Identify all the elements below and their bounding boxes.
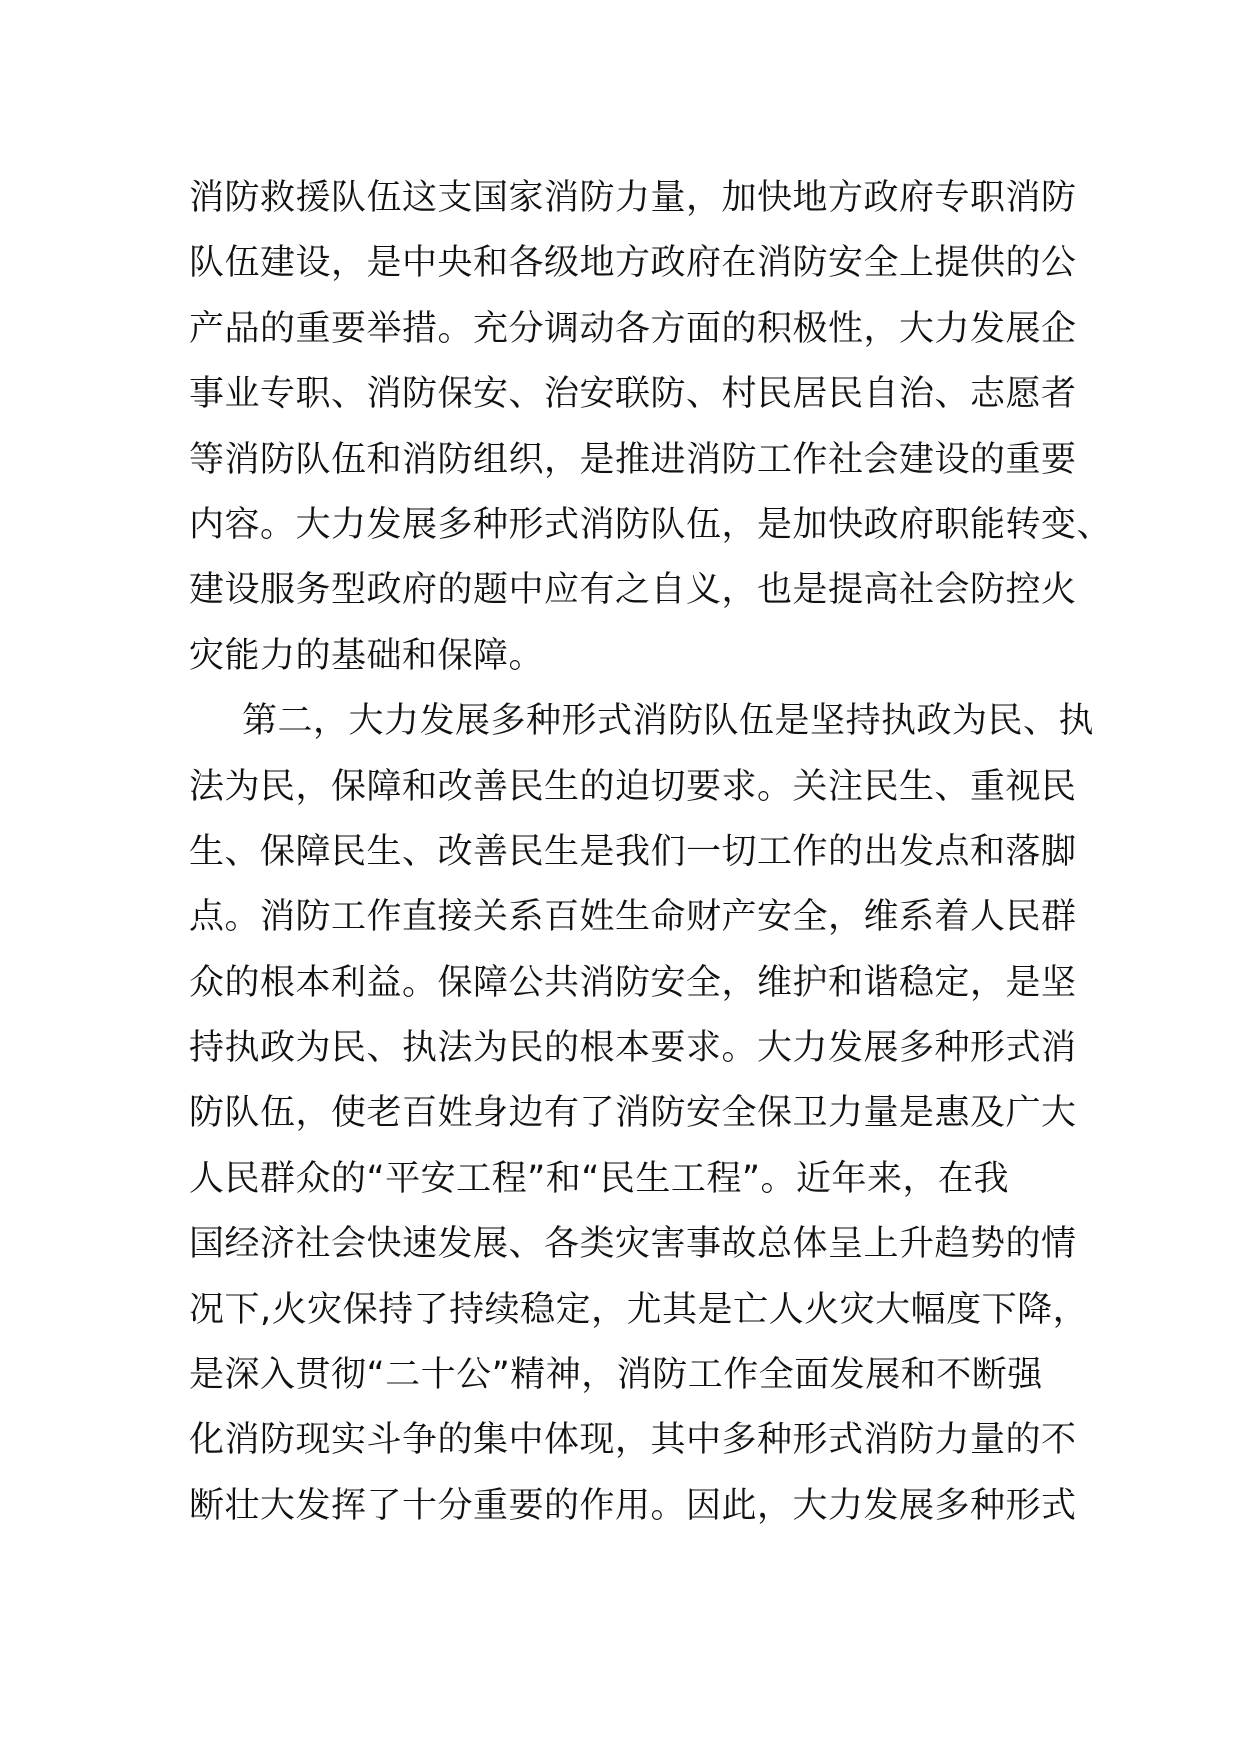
text-line: 断壮大发挥了十分重要的作用。因此，大力发展多种形式 (189, 1485, 1077, 1526)
text-line: 产品的重要举措。充分调动各方面的积极性，大力发展企 (189, 308, 1077, 349)
text-line: 生、保障民生、改善民生是我们一切工作的出发点和落脚 (189, 831, 1077, 872)
text-line: 内容。大力发展多种形式消防队伍，是加快政府职能转变、 (189, 504, 1113, 545)
text-line: 化消防现实斗争的集中体现，其中多种形式消防力量的不 (189, 1420, 1077, 1461)
text-line: 是深入贯彻“二十公”精神，消防工作全面发展和不断强 (189, 1355, 1043, 1396)
text-line: 灾能力的基础和保障。 (189, 635, 545, 676)
body-text (189, 166, 1113, 1539)
text-line: 队伍建设，是中央和各级地方政府在消防安全上提供的公 (189, 243, 1077, 284)
text-line: 消防救援队伍这支国家消防力量，加快地方政府专职消防 (189, 178, 1077, 218)
text-line: 国经济社会快速发展、各类灾害事故总体呈上升趋势的情 (189, 1224, 1077, 1265)
text-line: 点。消防工作直接关系百姓生命财产安全，维系着人民群 (189, 897, 1077, 938)
text-line: 况下,火灾保持了持续稳定，尤其是亡人火灾大幅度下降， (189, 1289, 1089, 1330)
text-line: 持执政为民、执法为民的根本要求。大力发展多种形式消 (189, 1028, 1077, 1069)
text-line: 众的根本利益。保障公共消防安全，维护和谐稳定，是坚 (189, 962, 1077, 1003)
text-line: 人民群众的“平安工程”和“民生工程”。近年来，在我 (189, 1158, 1010, 1199)
text-line: 事业专职、消防保安、治安联防、村民居民自治、志愿者 (189, 374, 1077, 415)
paragraph-start-line: 第二，大力发展多种形式消防队伍是坚持执政为民、执 (242, 701, 1095, 742)
text-line: 等消防队伍和消防组织，是推进消防工作社会建设的重要 (189, 439, 1077, 480)
text-line: 防队伍，使老百姓身边有了消防安全保卫力量是惠及广大 (189, 1093, 1077, 1134)
text-line: 建设服务型政府的题中应有之自义，也是提高社会防控火 (189, 570, 1077, 611)
text-line: 法为民，保障和改善民生的迫切要求。关注民生、重视民 (189, 766, 1077, 807)
